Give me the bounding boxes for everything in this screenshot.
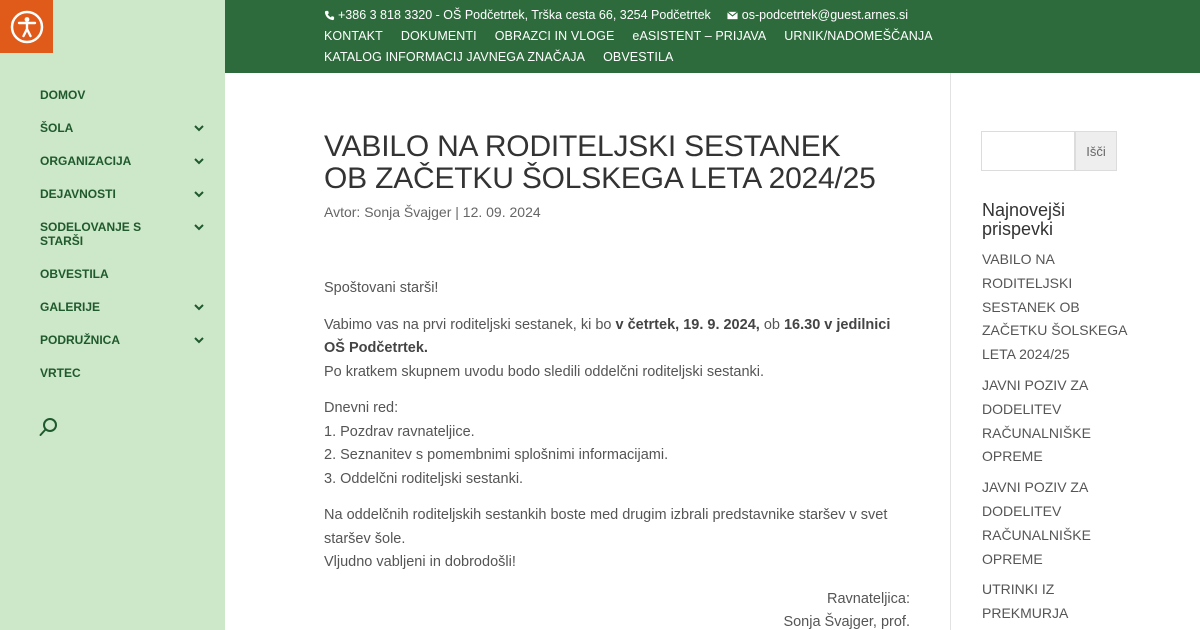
sidebar-item-label: ŠOLA	[40, 121, 74, 135]
sidebar-item-label: GALERIJE	[40, 300, 101, 314]
chevron-down-icon[interactable]	[192, 333, 206, 347]
recent-post-link[interactable]: JAVNI POZIV ZA DODELITEV RAČUNALNIŠKE OPREME	[982, 376, 1091, 465]
chevron-down-icon[interactable]	[192, 300, 206, 314]
recent-post-link[interactable]: JAVNI POZIV ZA DODELITEV RAČUNALNIŠKE OPREME	[982, 479, 1091, 567]
invite-after: Po kratkem skupnem uvodu bodo sledili oddelčni roditeljski sestanki.	[324, 363, 765, 380]
sidebar-item-vrtec[interactable]	[40, 366, 210, 380]
sidebar-item-label: DOMOV	[40, 88, 86, 102]
email-link[interactable]	[727, 8, 908, 22]
sidebar-item-sodelovanje[interactable]	[40, 220, 210, 248]
sidebar	[0, 0, 225, 630]
sidebar-item-obvestila[interactable]	[40, 267, 210, 281]
post-title: VABILO NA RODITELJSKI SESTANEK OB ZAČETKU ŠOLSKEGA LETA 2024/25	[324, 130, 876, 195]
agenda-item: 2. Seznanitev s pomembnimi splošnimi informacijami.	[324, 447, 669, 463]
closing-text: Na oddelčnih roditeljskih sestankih boste med drugim izbrali predstavnike staršev v svet staršev šole.	[324, 507, 888, 547]
search-input[interactable]	[981, 131, 1075, 171]
sidebar-item-galerije[interactable]	[40, 300, 210, 314]
search-icon[interactable]	[38, 416, 60, 438]
sidebar-item-label: PODRUŽNICA	[40, 333, 120, 347]
post-date: 12. 09. 2024	[462, 204, 541, 220]
invitation-paragraph	[324, 314, 910, 385]
closing-paragraph	[324, 504, 910, 575]
search-button[interactable]: Išči	[1075, 131, 1117, 171]
phone-address[interactable]: +386 3 818 3320 - OŠ Podčetrtek, Trška cesta 66, 3254 Podčetrtek	[338, 8, 711, 22]
author-label: Avtor:	[324, 204, 361, 220]
invite-place: 16.30 v jedilnici OŠ Podčetrtek.	[324, 316, 891, 356]
sidebar-item-organizacija[interactable]	[40, 154, 210, 168]
column-divider	[950, 73, 951, 630]
top-nav-obvestila[interactable]: OBVESTILA	[603, 50, 674, 64]
recent-posts-list	[982, 248, 1132, 630]
post-body	[324, 277, 910, 630]
recent-post-link[interactable]: UTRINKI IZ PREKMURJA	[982, 581, 1069, 622]
greeting: Spoštovani starši!	[324, 280, 439, 296]
sidebar-item-sola[interactable]	[40, 121, 210, 135]
sidebar-item-label: DEJAVNOSTI	[40, 187, 116, 201]
invite-mid: ob	[759, 316, 784, 333]
sidebar-item-podruznica[interactable]	[40, 333, 210, 347]
top-header	[225, 0, 1200, 73]
closing-welcome: Vljudno vabljeni in dobrodošli!	[324, 554, 516, 570]
recent-posts-title: Najnovejši prispevki	[982, 200, 1066, 239]
signature	[324, 588, 910, 630]
top-nav-row-1	[324, 29, 951, 43]
signature-role: Ravnateljica:	[826, 590, 910, 607]
post-meta	[324, 204, 541, 220]
sidebar-item-domov[interactable]	[40, 88, 210, 102]
top-nav-row-2	[324, 50, 691, 64]
top-nav-katalog[interactable]: KATALOG INFORMACIJ JAVNEGA ZNAČAJA	[324, 50, 586, 64]
meta-separator: |	[455, 204, 459, 220]
author-link[interactable]: Sonja Švajger	[364, 204, 452, 220]
chevron-down-icon[interactable]	[192, 220, 206, 234]
top-nav-kontakt[interactable]: KONTAKT	[324, 29, 383, 43]
sidebar-item-label: VRTEC	[40, 366, 81, 380]
accessibility-icon	[10, 10, 44, 44]
sidebar-item-dejavnosti[interactable]	[40, 187, 210, 201]
sidebar-item-label: OBVESTILA	[40, 267, 109, 281]
phone-icon	[324, 10, 335, 21]
top-nav-easistent[interactable]: eASISTENT – PRIJAVA	[632, 29, 767, 43]
envelope-icon	[727, 10, 738, 21]
agenda-item: 1. Pozdrav ravnateljice.	[324, 423, 475, 440]
contact-info	[324, 8, 908, 22]
accessibility-button[interactable]	[0, 0, 53, 53]
agenda-item: 3. Oddelčni roditeljski sestanki.	[324, 470, 524, 487]
signature-name: Sonja Švajger, prof.	[783, 614, 910, 630]
invite-date: v četrtek, 19. 9. 2024,	[615, 316, 760, 333]
agenda-title: Dnevni red:	[324, 400, 399, 416]
email-text: os-podcetrtek@guest.arnes.si	[741, 8, 909, 22]
sidebar-item-label: SODELOVANJE S STARŠI	[40, 220, 142, 248]
main-nav	[40, 88, 210, 380]
chevron-down-icon[interactable]	[192, 154, 206, 168]
invite-text: Vabimo vas na prvi roditeljski sestanek, ki bo	[324, 316, 616, 333]
chevron-down-icon[interactable]	[192, 121, 206, 135]
top-nav-urnik[interactable]: URNIK/NADOMEŠČANJA	[784, 29, 933, 43]
top-nav-obrazci[interactable]: OBRAZCI IN VLOGE	[494, 29, 615, 43]
main-content	[225, 73, 950, 630]
chevron-down-icon[interactable]	[192, 187, 206, 201]
sidebar-item-label: ORGANIZACIJA	[40, 154, 132, 168]
agenda	[324, 397, 910, 491]
recent-post-link[interactable]: VABILO NA RODITELJSKI SESTANEK OB ZAČETKU ŠOLSKEGA LETA 2024/25	[982, 251, 1127, 363]
top-nav-dokumenti[interactable]: DOKUMENTI	[400, 29, 477, 43]
